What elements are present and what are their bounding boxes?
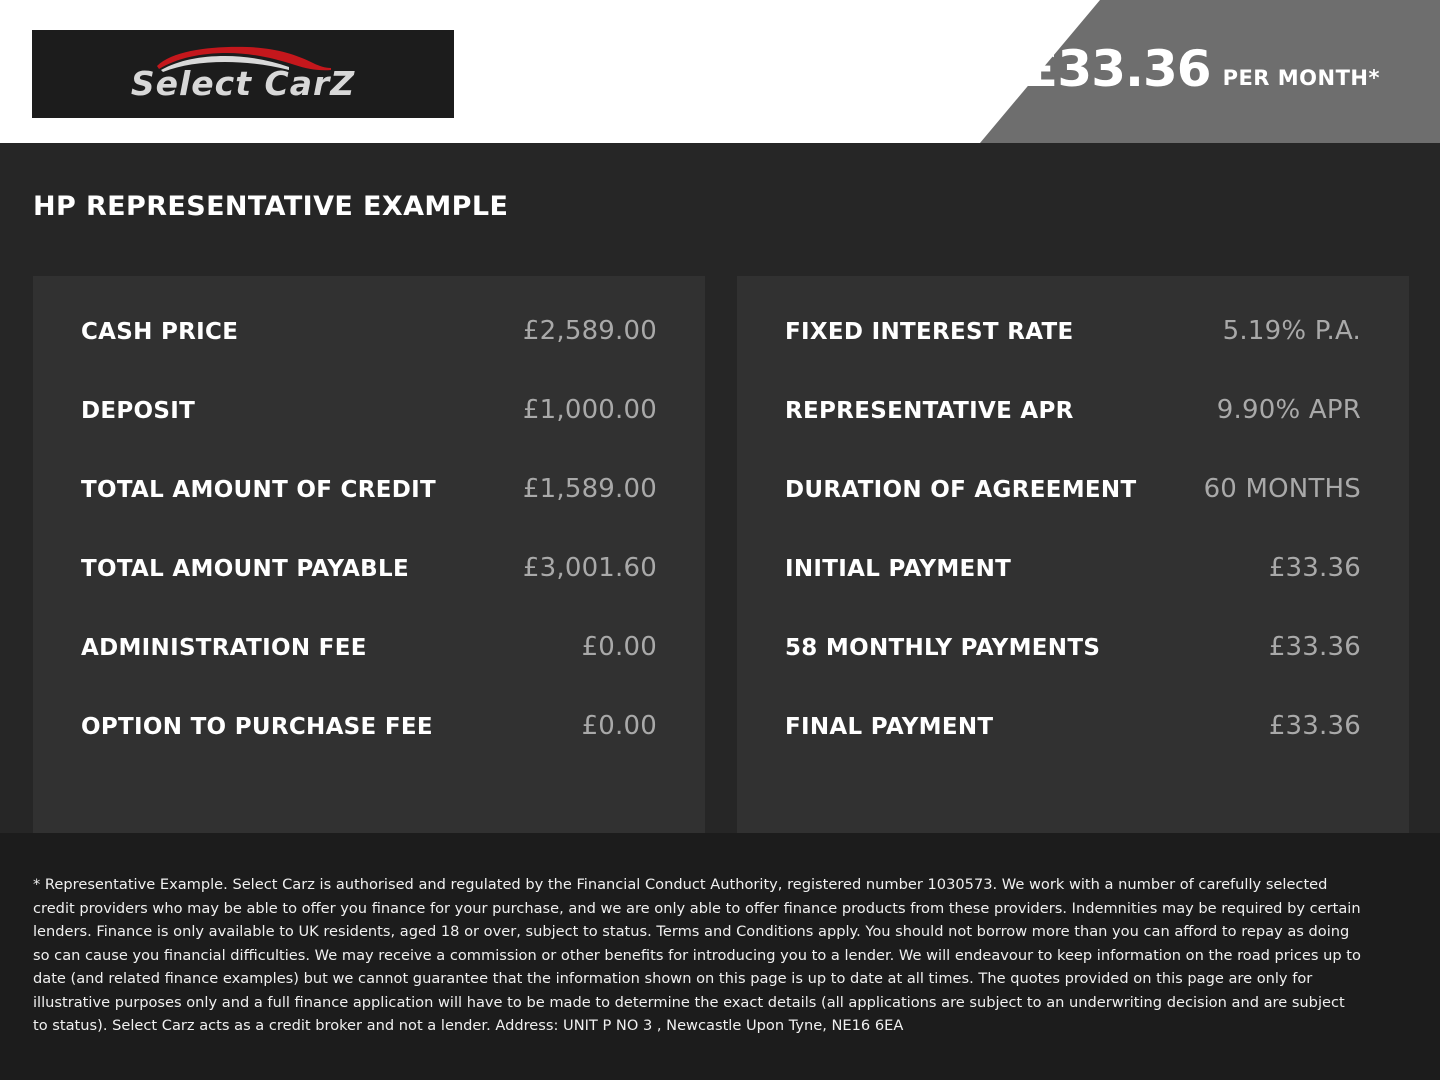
table-row — [785, 553, 1361, 632]
price-per-month-label: PER MONTH* — [1222, 66, 1380, 90]
disclaimer-text: * Representative Example. Select Carz is authorised and regulated by the Financial Conduct Authority, registered number 1030573. We work with a number of carefully selected credit providers who may be able to offer you finance for your purchase, and we are only able to offer finance products from these providers. Indemnities may be required by certain lenders. Finance is only available to UK residents, aged 18 or over, subject to status. Terms and Conditions apply. You should not borrow more than you can afford to repay as doing so can cause you financial difficulties. We may receive a commission or other benefits for introducing you to a lender. We will endeavour to keep information on the road prices up to date (and related finance examples) but we cannot guarantee that the information shown on this page is up to date at all times. The quotes provided on this page are only for illustrative purposes only and a full finance application will have to be made to determine the exact details (all applications are subject to an underwriting decision and are subject to status). Select Carz acts as a credit broker and not a lender. Address: UNIT P NO 3 , Newcastle Upon Tyne, NE16 6EA — [33, 876, 1361, 1034]
table-row — [785, 632, 1361, 711]
table-row — [81, 711, 657, 790]
row-label: TOTAL AMOUNT PAYABLE — [81, 556, 409, 582]
row-value: £0.00 — [581, 632, 657, 662]
row-value: £33.36 — [1268, 553, 1361, 583]
row-value: £1,000.00 — [522, 395, 657, 425]
row-label: 58 MONTHLY PAYMENTS — [785, 635, 1101, 661]
page-footer — [0, 833, 1440, 1080]
row-label: CASH PRICE — [81, 319, 239, 345]
table-row — [81, 553, 657, 632]
finance-panel-left — [33, 276, 705, 834]
table-row — [81, 316, 657, 395]
row-label: FINAL PAYMENT — [785, 714, 994, 740]
row-label: ADMINISTRATION FEE — [81, 635, 367, 661]
finance-panel-right — [737, 276, 1409, 834]
table-row — [785, 316, 1361, 395]
table-row — [81, 474, 657, 553]
monthly-price — [1023, 40, 1380, 98]
row-label: DEPOSIT — [81, 398, 196, 424]
row-label: FIXED INTEREST RATE — [785, 319, 1074, 345]
brand-logo[interactable] — [32, 30, 454, 118]
row-value: £3,001.60 — [522, 553, 657, 583]
row-value: £0.00 — [581, 711, 657, 741]
brand-logo-text — [131, 64, 355, 103]
row-value: £2,589.00 — [522, 316, 657, 346]
table-row — [785, 474, 1361, 553]
table-row — [81, 395, 657, 474]
finance-panels — [33, 276, 1409, 834]
row-value: 60 MONTHS — [1203, 474, 1361, 504]
main-content — [0, 143, 1440, 833]
row-label: DURATION OF AGREEMENT — [785, 477, 1137, 503]
row-value: £33.36 — [1268, 711, 1361, 741]
row-label: INITIAL PAYMENT — [785, 556, 1012, 582]
table-row — [81, 632, 657, 711]
page-title: HP REPRESENTATIVE EXAMPLE — [33, 191, 509, 222]
row-label: TOTAL AMOUNT OF CREDIT — [81, 477, 436, 503]
row-value: 5.19% P.A. — [1222, 316, 1361, 346]
row-value: £33.36 — [1268, 632, 1361, 662]
row-value: 9.90% APR — [1216, 395, 1361, 425]
page-header — [0, 0, 1440, 143]
row-label: OPTION TO PURCHASE FEE — [81, 714, 433, 740]
table-row — [785, 711, 1361, 790]
row-value: £1,589.00 — [522, 474, 657, 504]
table-row — [785, 395, 1361, 474]
price-amount: £33.36 — [1023, 40, 1211, 98]
row-label: REPRESENTATIVE APR — [785, 398, 1074, 424]
brand-logo-text-value: Select CarZ — [130, 64, 356, 103]
